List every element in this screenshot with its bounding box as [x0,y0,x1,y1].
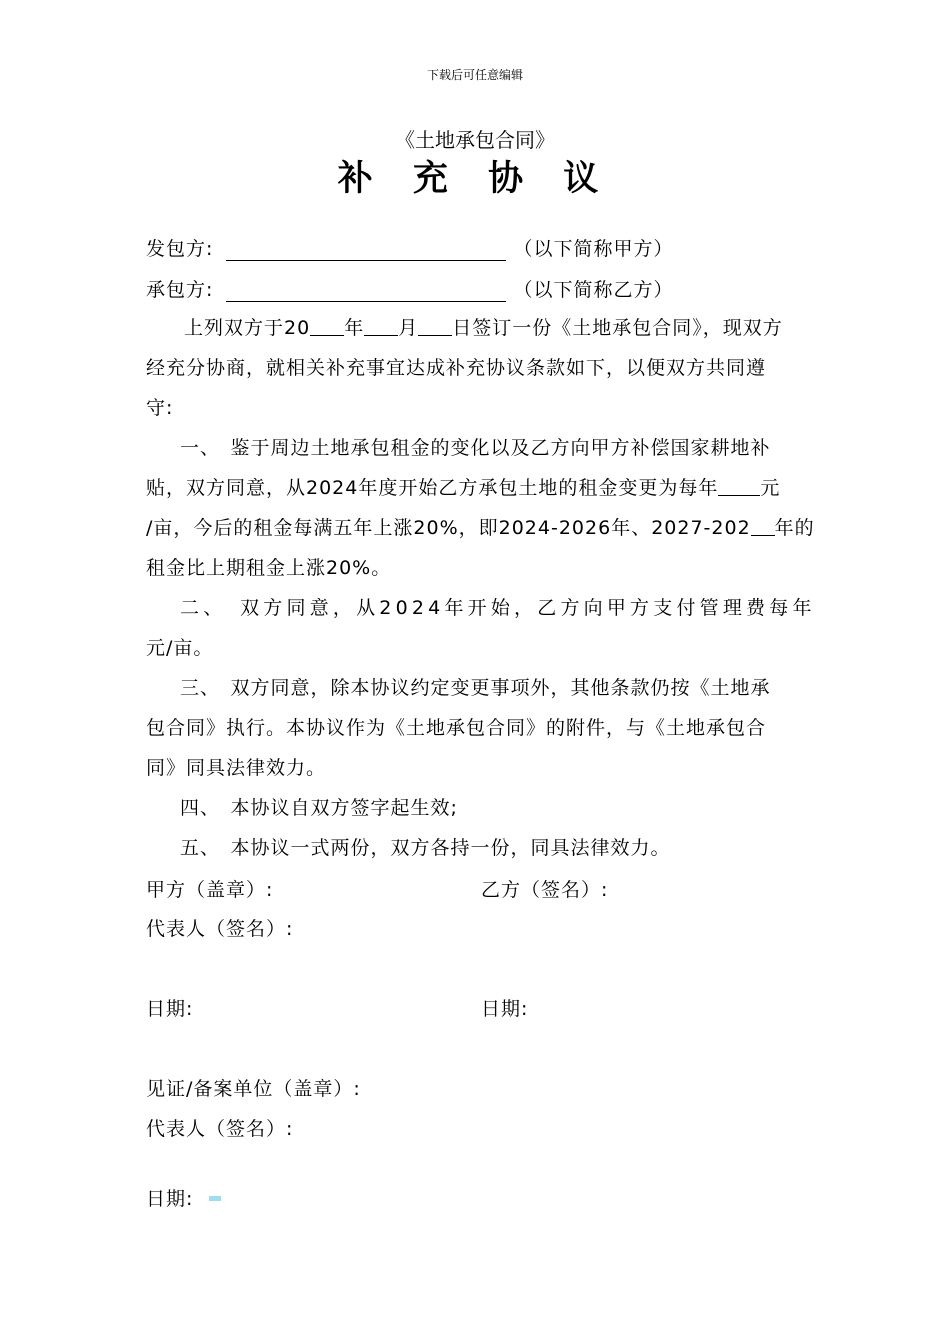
party-a-row [146,234,674,261]
intro-text-end: 日签订一份《土地承包合同》，现双方 [452,317,783,339]
party-a-date-label: 日期: [146,998,194,1020]
party-b-label: 承包方: [146,279,214,301]
intro-year-label: 年 [344,317,365,339]
witness-rep-label: 代表人（签名）: [146,1118,294,1140]
clause-1-line: 贴，双方同意，从2024年度开始乙方承包土地的租金变更为每年 [146,477,719,499]
party-b-sign-label: 乙方（签名）: [481,879,609,901]
party-b-name-field[interactable] [226,281,506,302]
header-note: 下载后可任意编辑 [426,68,523,82]
intro-paragraph [146,308,848,428]
clause-2 [146,588,848,668]
intro-line: 经充分协商，就相关补充事宜达成补充协议条款如下，以便双方共同遵 [146,357,767,379]
intro-text: 上列双方于20 [184,317,311,339]
clause-1-line: 一、 鉴于周边土地承包租金的变化以及乙方向甲方补偿国家耕地补 [180,437,771,459]
party-b-date-label: 日期: [481,998,529,1020]
clause-3 [146,668,848,788]
clause-3-line: 同》同具法律效力。 [146,757,327,779]
clause-3-line: 三、 双方同意，除本协议约定变更事项外，其他条款仍按《土地承 [180,677,771,699]
party-a-suffix: （以下简称甲方） [513,238,674,260]
clause-1-unit: 元 [760,477,781,499]
clause-2-line: 元/亩。 [146,637,214,659]
text-cursor-marker [209,1196,221,1201]
party-a-seal-label: 甲方（盖章）: [146,879,274,901]
witness-date-label: 日期: [146,1188,194,1210]
clause-1-line: /亩，今后的租金每满五年上涨20%，即2024-2026年、2027-202 [146,517,751,539]
witness-seal-label: 见证/备案单位（盖章）: [146,1078,361,1100]
intro-month-label: 月 [398,317,419,339]
clause-2-line: 二、 双方同意，从2024年开始，乙方向甲方支付管理费每年 [180,597,816,619]
party-a-rep-label: 代表人（签名）: [146,918,294,940]
clause-3-line: 包合同》执行。本协议作为《土地承包合同》的附件，与《土地承包合 [146,717,767,739]
year-end-blank[interactable] [751,517,775,536]
clause-1 [146,428,848,588]
document-title: 《土地承包合同》 [395,128,555,152]
party-b-suffix: （以下简称乙方） [513,279,674,301]
document-subtitle: 补 充 协 议 [337,159,613,199]
rent-blank[interactable] [718,477,760,496]
year-blank[interactable] [310,317,344,336]
clause-1-line: 租金比上期租金上涨20%。 [146,557,392,579]
intro-line: 守: [146,397,174,419]
day-blank[interactable] [418,317,452,336]
party-a-label: 发包方: [146,238,214,260]
party-a-name-field[interactable] [226,240,506,261]
clause-5: 五、 本协议一式两份，双方各持一份，同具法律效力。 [180,837,671,859]
clause-1-text: 年的 [774,517,815,539]
month-blank[interactable] [364,317,398,336]
clause-4: 四、 本协议自双方签字起生效; [180,797,458,819]
party-b-row [146,275,674,302]
